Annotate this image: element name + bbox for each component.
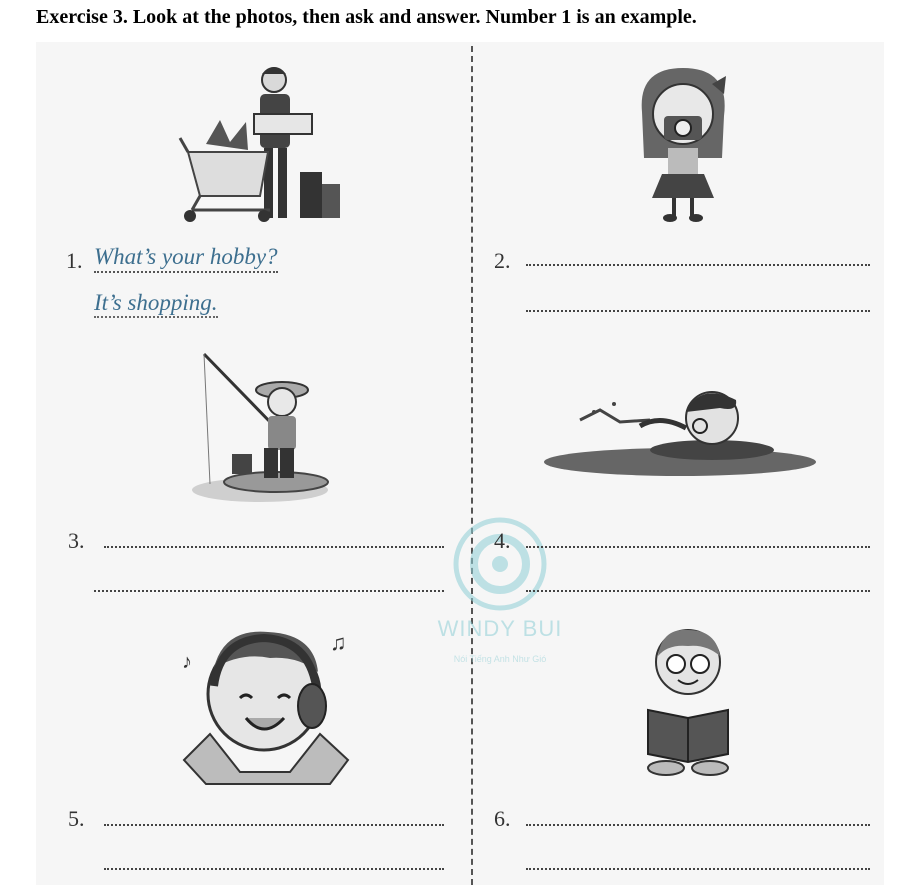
item-4-number: 4. (494, 528, 511, 553)
example-question: What’s your hobby? (94, 244, 278, 273)
item-5-number: 5. (68, 806, 85, 831)
shopping-icon (172, 60, 342, 230)
item-4-answer-line[interactable] (526, 590, 870, 592)
item-6-answer-line[interactable] (526, 868, 870, 870)
item-2-question-line[interactable] (526, 264, 870, 266)
column-divider (471, 46, 473, 885)
item-4-question-line[interactable] (526, 546, 870, 548)
photography-icon (618, 62, 748, 226)
svg-text:♪: ♪ (182, 651, 192, 673)
example-answer: It’s shopping. (94, 290, 218, 318)
item-5-question-line[interactable] (104, 824, 444, 826)
item-3-question-line[interactable] (104, 546, 444, 548)
item-5-answer-line[interactable] (104, 868, 444, 870)
music-listening-icon (180, 622, 356, 788)
item-1-number: 1. (66, 248, 83, 273)
watermark-name: WINDY BUI (437, 616, 563, 641)
item-3-number: 3. (68, 528, 85, 553)
item-3-answer-line[interactable] (94, 590, 444, 592)
svg-text:♫: ♫ (330, 630, 347, 655)
exercise-title: Exercise 3. Look at the photos, then ask and answer. Number 1 is an example. (36, 6, 697, 28)
item-6-number: 6. (494, 806, 511, 831)
item-6-question-line[interactable] (526, 824, 870, 826)
fishing-icon (188, 350, 332, 506)
reading-icon (642, 626, 734, 778)
watermark-tagline: Nói Tiếng Anh Như Gió (453, 654, 547, 664)
item-2-answer-line[interactable] (526, 310, 870, 312)
swimming-icon (540, 382, 818, 486)
item-2-number: 2. (494, 248, 511, 273)
